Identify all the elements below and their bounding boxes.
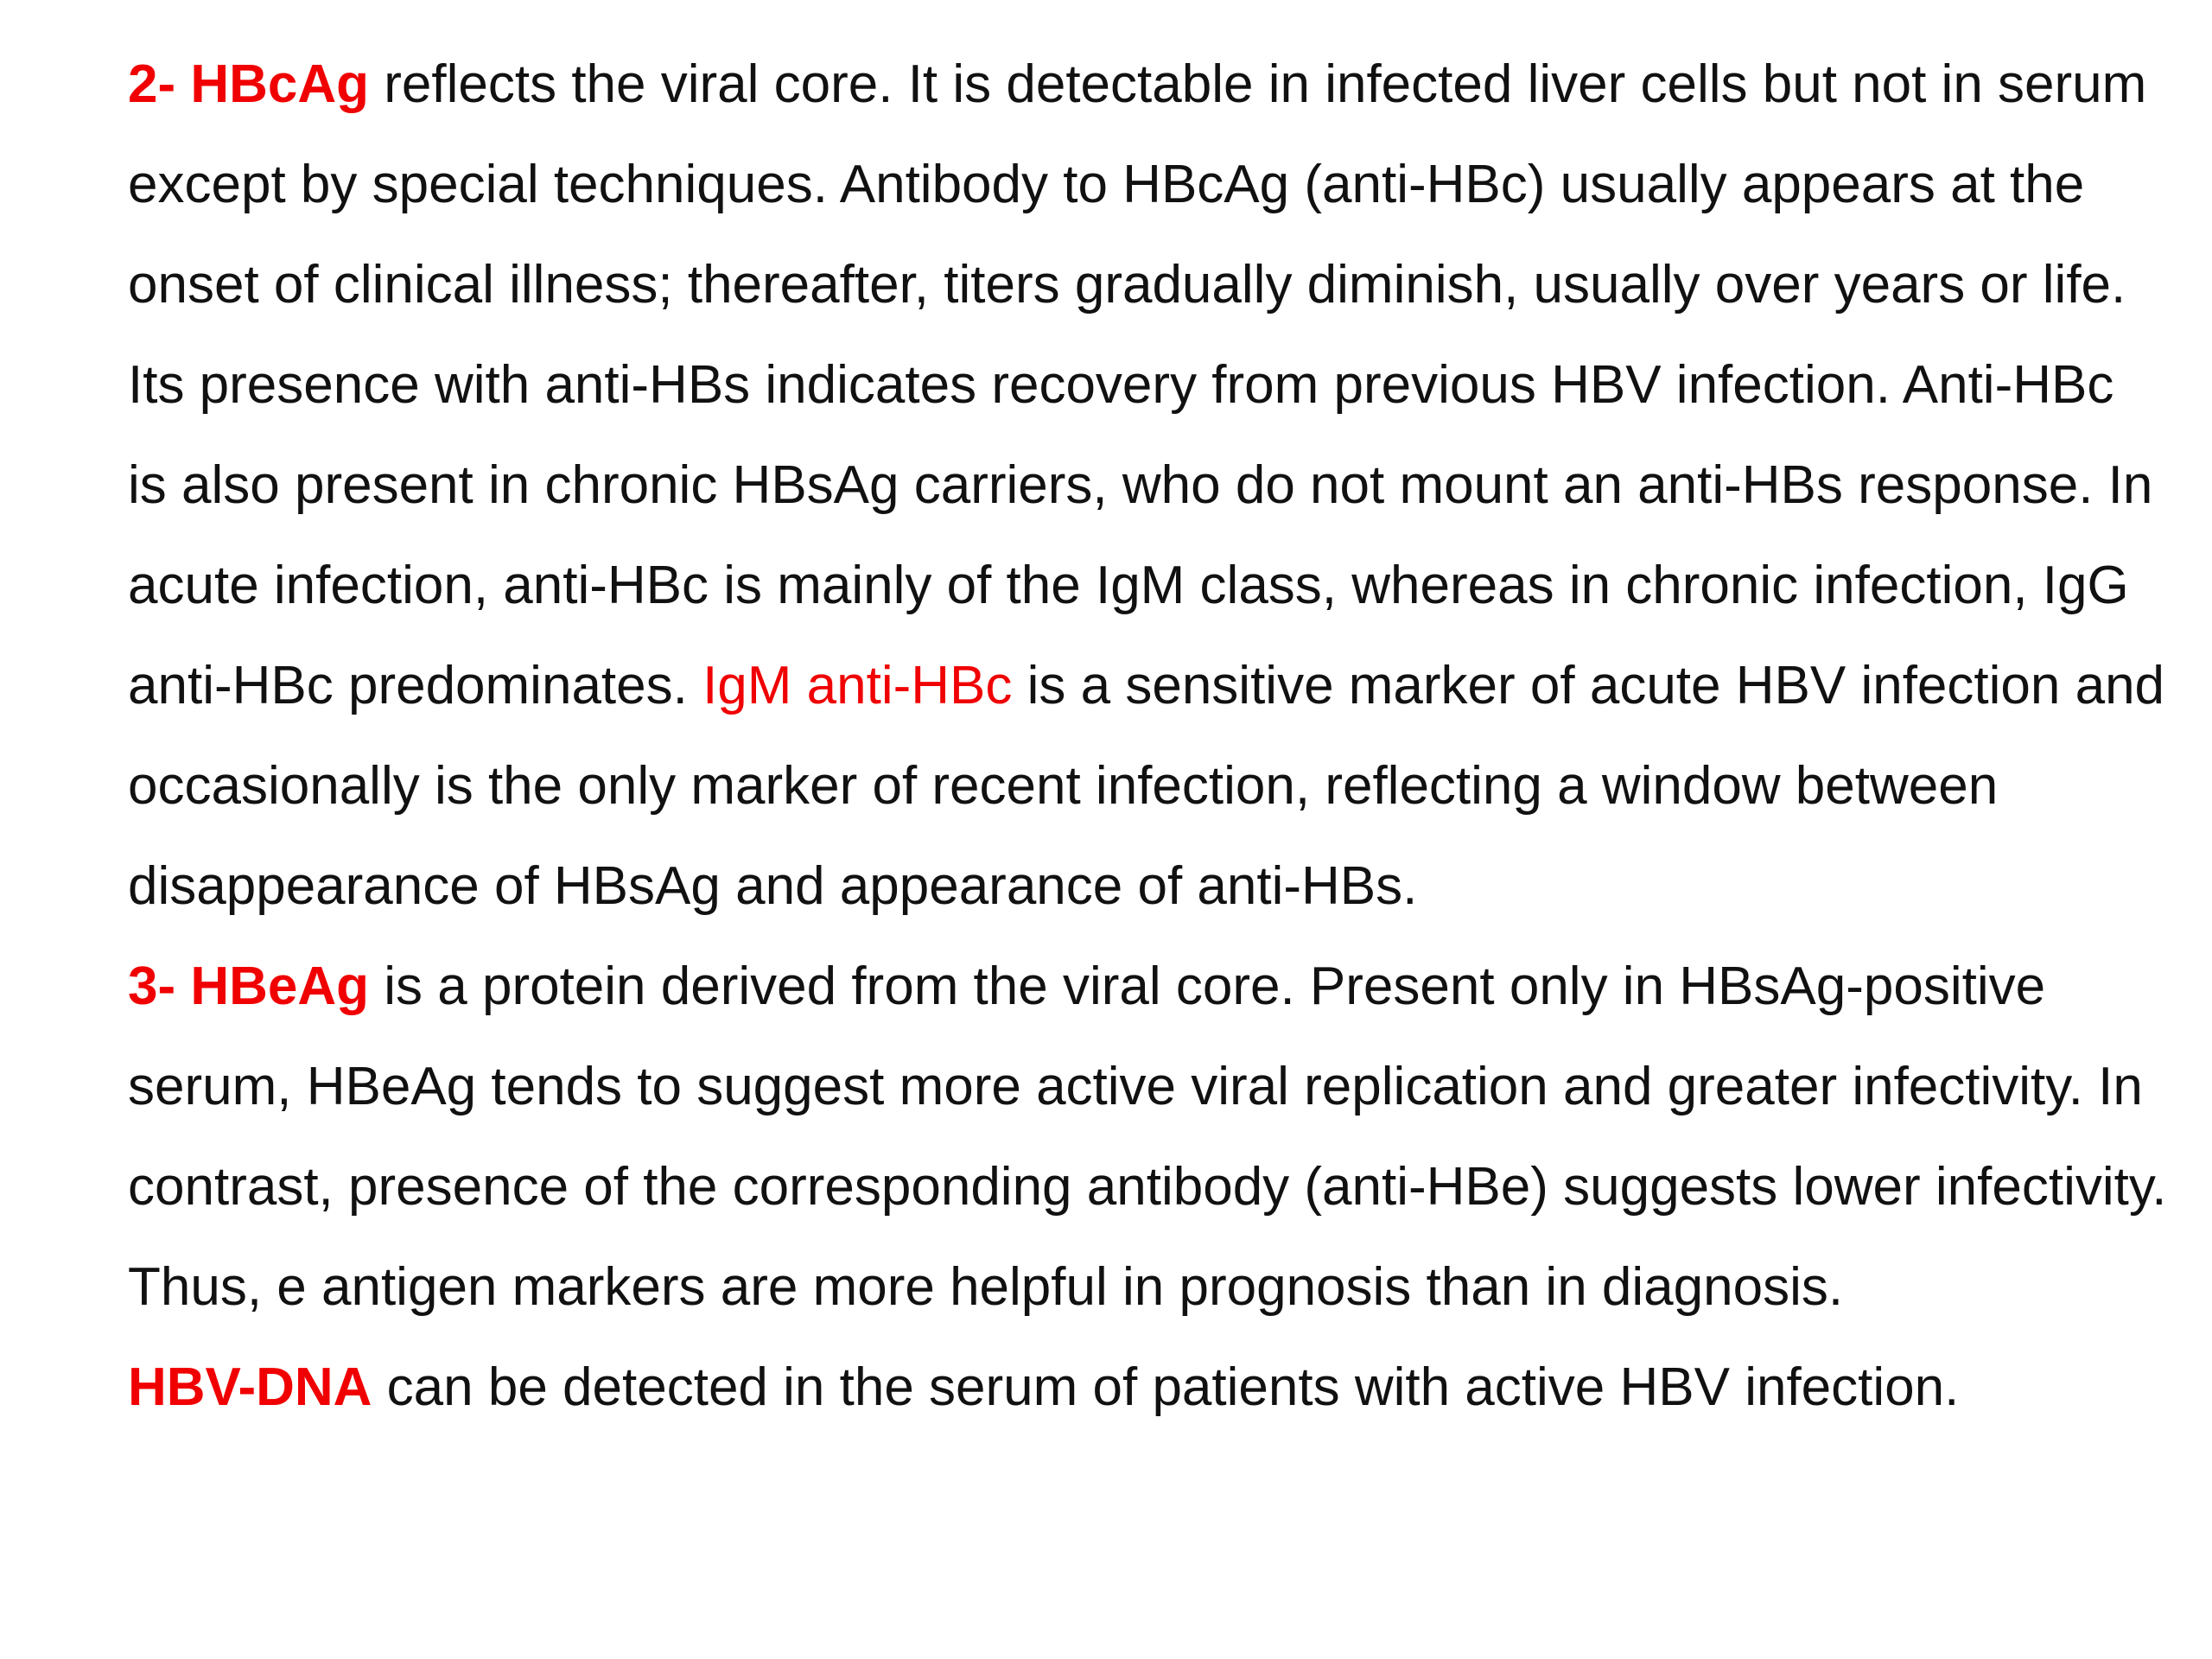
document-body bbox=[128, 35, 2167, 1438]
paragraph-text: is a protein derived from the viral core. Present only in HBsAg-positive serum, HBeAg tends to suggest more active viral replication and greater infectivity. In contrast, presence of the corresponding antibody (anti-HBe) suggests lower infectivity. Thus, e antigen markers are more helpful in prognosis than in diagnosis. bbox=[128, 957, 2167, 1317]
paragraph-hbv-dna bbox=[128, 1338, 2167, 1438]
term-hbv-dna: HBV-DNA bbox=[128, 1357, 372, 1417]
paragraph-hbcag bbox=[128, 35, 2167, 937]
paragraph-text: is a sensitive marker of acute HBV infection and occasionally is the only marker of recent infection, reflecting a window between disappearance of HBsAg and appearance of anti-HBs. bbox=[128, 656, 2165, 916]
paragraph-text: can be detected in the serum of patients with active HBV infection. bbox=[372, 1357, 1960, 1417]
highlight-igm-anti-hbc: IgM anti-HBc bbox=[702, 656, 1013, 715]
term-hbcag: 2- HBcAg bbox=[128, 54, 370, 114]
paragraph-text: reflects the viral core. It is detectable in infected liver cells but not in serum except by special techniques. Antibody to HBcAg (anti-HBc) usually appears at the onset of clinical illness; thereafter, titers gradually diminish, usually over years or life. Its presence with anti-HBs indicates recovery from previous HBV infection. Anti-HBc is also present in chronic HBsAg carriers, who do not mount an anti-HBs response. In acute infection, anti-HBc is mainly of the IgM class, whereas in chronic infection, IgG anti-HBc predominates. bbox=[128, 54, 2153, 715]
term-hbeag: 3- HBeAg bbox=[128, 957, 370, 1016]
paragraph-hbeag bbox=[128, 937, 2167, 1338]
